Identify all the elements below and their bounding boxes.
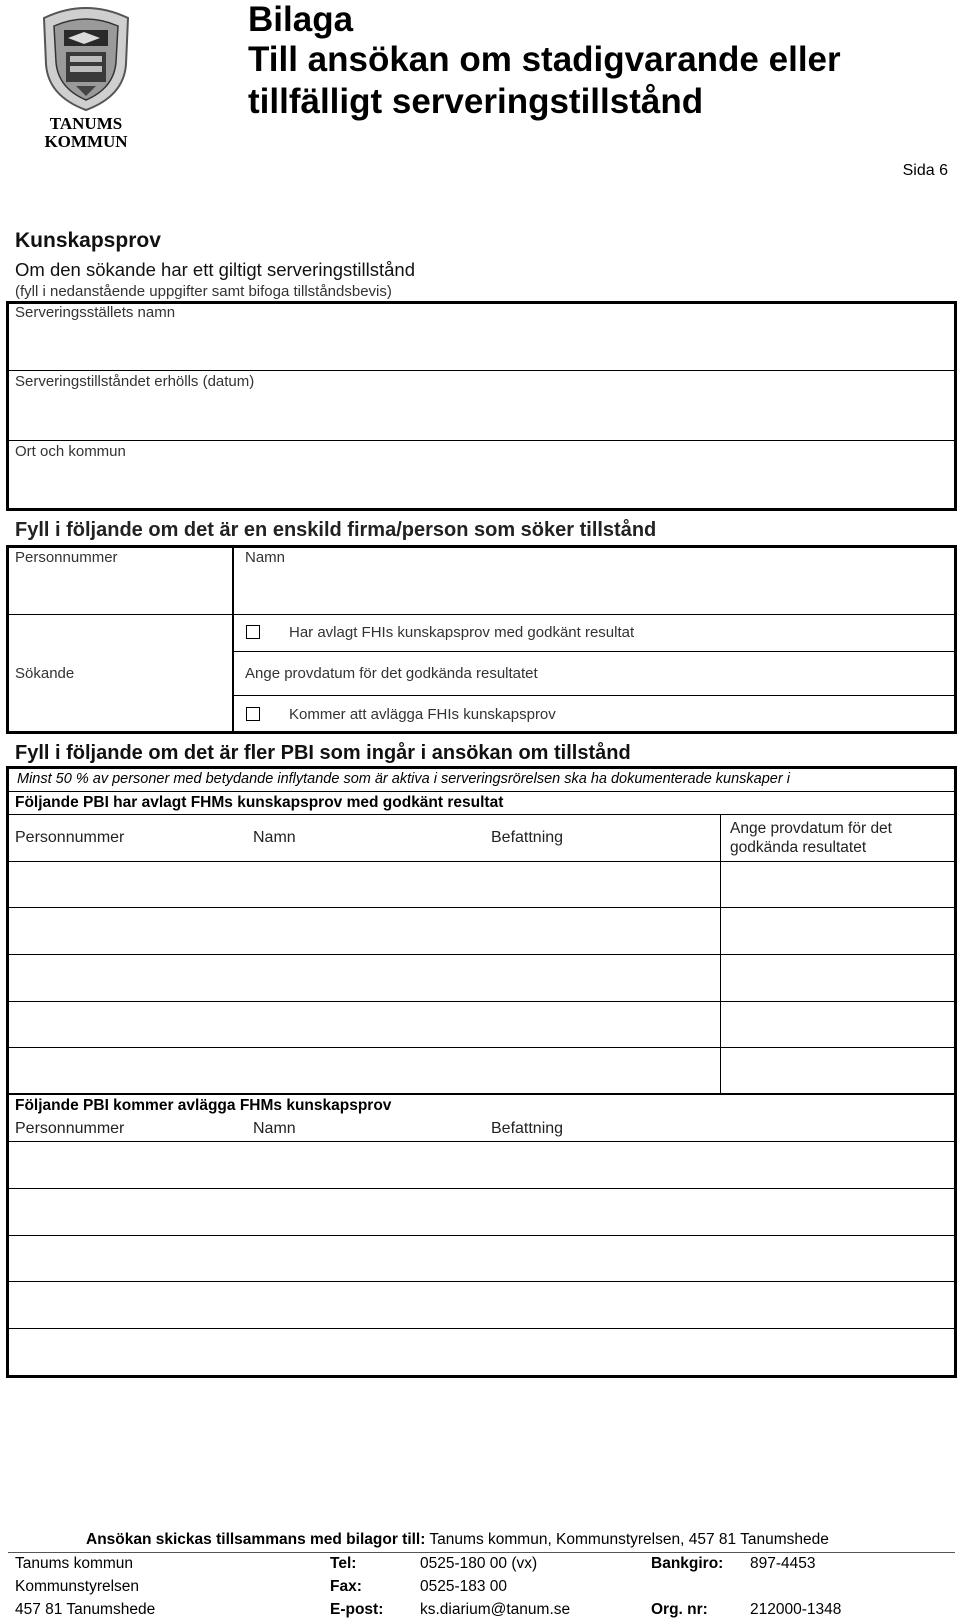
divider: [8, 440, 955, 441]
checkbox-kommer-att-avlagga-label: Kommer att avlägga FHIs kunskapsprov: [289, 706, 556, 723]
footer-orgnr-label: Org. nr:: [651, 1601, 708, 1618]
table-row[interactable]: [8, 1328, 955, 1329]
column-divider: [232, 547, 234, 732]
table-row[interactable]: [8, 861, 955, 862]
table-row[interactable]: [8, 1001, 955, 1002]
divider: [8, 370, 955, 371]
logo-text-line1: TANUMS: [49, 114, 123, 133]
divider: [234, 695, 955, 696]
coat-of-arms-icon: [36, 4, 136, 114]
section-heading-fler-pbi: Fyll i följande om det är fler PBI som ingår i ansökan om tillstånd: [15, 742, 631, 764]
footer-divider: [8, 1552, 955, 1553]
footer-send-bold: Ansökan skickas tillsammans med bilagor till:: [86, 1531, 426, 1548]
footer-email-link[interactable]: ks.diarium@tanum.se: [420, 1601, 571, 1618]
table-row[interactable]: [8, 1281, 955, 1282]
table-row[interactable]: [8, 907, 955, 908]
column-befattning: Befattning: [491, 829, 564, 846]
footer-fax: 0525-183 00: [420, 1578, 508, 1595]
table-row[interactable]: [8, 1188, 955, 1189]
column2-befattning: Befattning: [491, 1120, 564, 1137]
footer-fax-label: Fax:: [330, 1578, 362, 1595]
footer-address-3: 457 81 Tanumshede: [15, 1601, 156, 1618]
footer-bankgiro-label: Bankgiro:: [651, 1555, 724, 1572]
checkbox-har-avlagt-label: Har avlagt FHIs kunskapsprov med godkänt resultat: [289, 624, 635, 641]
page-title-line1: Bilaga: [248, 0, 354, 39]
footer-address-2: Kommunstyrelsen: [15, 1578, 140, 1595]
table-row[interactable]: [8, 954, 955, 955]
footer-send-line: [86, 1531, 829, 1549]
table-row[interactable]: [8, 1235, 955, 1236]
section-heading-kunskapsprov: Kunskapsprov: [15, 229, 161, 252]
footer-tel-label: Tel:: [330, 1555, 357, 1572]
column-provdatum-line2: godkända resultatet: [730, 839, 867, 856]
column-namn: Namn: [253, 829, 296, 846]
field-tillstand-datum[interactable]: Serveringstillståndet erhölls (datum): [15, 373, 255, 390]
pbi-box: [6, 766, 957, 1378]
page-number: Sida 6: [902, 162, 948, 179]
divider: [8, 791, 955, 792]
license-info-box: [6, 301, 957, 511]
table-row[interactable]: [8, 1047, 955, 1048]
footer-email-label: E-post:: [330, 1601, 384, 1618]
label-namn[interactable]: Namn: [245, 549, 286, 566]
column2-namn: Namn: [253, 1120, 296, 1137]
checkbox-har-avlagt[interactable]: [246, 625, 260, 639]
footer-tel: 0525-180 00 (vx): [420, 1555, 538, 1572]
footer-address-1: Tanums kommun: [15, 1555, 134, 1572]
column2-personnummer: Personnummer: [15, 1120, 125, 1137]
page-title-line3: tillfälligt serveringstillstånd: [248, 82, 704, 121]
pbi-requirement-note: Minst 50 % av personer med betydande inflytande som är aktiva i serveringsrörelsen ska ha dokumenterade kunskaper i: [17, 771, 790, 787]
divider: [8, 814, 955, 815]
column-personnummer: Personnummer: [15, 829, 125, 846]
table-row[interactable]: [8, 1141, 955, 1142]
field-ort-och-kommun[interactable]: Ort och kommun: [15, 443, 126, 460]
logo-text-line2: KOMMUN: [44, 132, 128, 151]
field-serveringsstallets-namn[interactable]: Serveringsställets namn: [15, 304, 176, 321]
column-provdatum-line1: Ange provdatum för det: [730, 820, 892, 837]
section-heading-enskild-firma: Fyll i följande om det är en enskild firma/person som söker tillstånd: [15, 519, 657, 541]
footer-bankgiro: 897-4453: [750, 1555, 816, 1572]
label-sokande: Sökande: [15, 665, 75, 682]
section-subheading: Om den sökande har ett giltigt serveringstillstånd: [15, 259, 416, 280]
subheading-kommer-avlagga: Följande PBI kommer avlägga FHMs kunskapsprov: [15, 1097, 392, 1114]
municipality-logo: [36, 4, 136, 152]
subheading-avlagt: Följande PBI har avlagt FHMs kunskapsprov med godkänt resultat: [15, 794, 504, 811]
section-note: (fyll i nedanstående uppgifter samt bifoga tillståndsbevis): [15, 283, 392, 300]
footer-orgnr: 212000-1348: [750, 1601, 842, 1618]
divider: [8, 1093, 955, 1095]
checkbox-kommer-att-avlagga[interactable]: [246, 707, 260, 721]
label-provdatum[interactable]: Ange provdatum för det godkända resultatet: [245, 665, 538, 682]
label-personnummer[interactable]: Personnummer: [15, 549, 118, 566]
divider: [8, 614, 955, 615]
divider: [234, 651, 955, 652]
footer-send-rest: Tanums kommun, Kommunstyrelsen, 457 81 Tanumshede: [425, 1531, 829, 1548]
page-title-line2: Till ansökan om stadigvarande eller: [248, 40, 841, 79]
